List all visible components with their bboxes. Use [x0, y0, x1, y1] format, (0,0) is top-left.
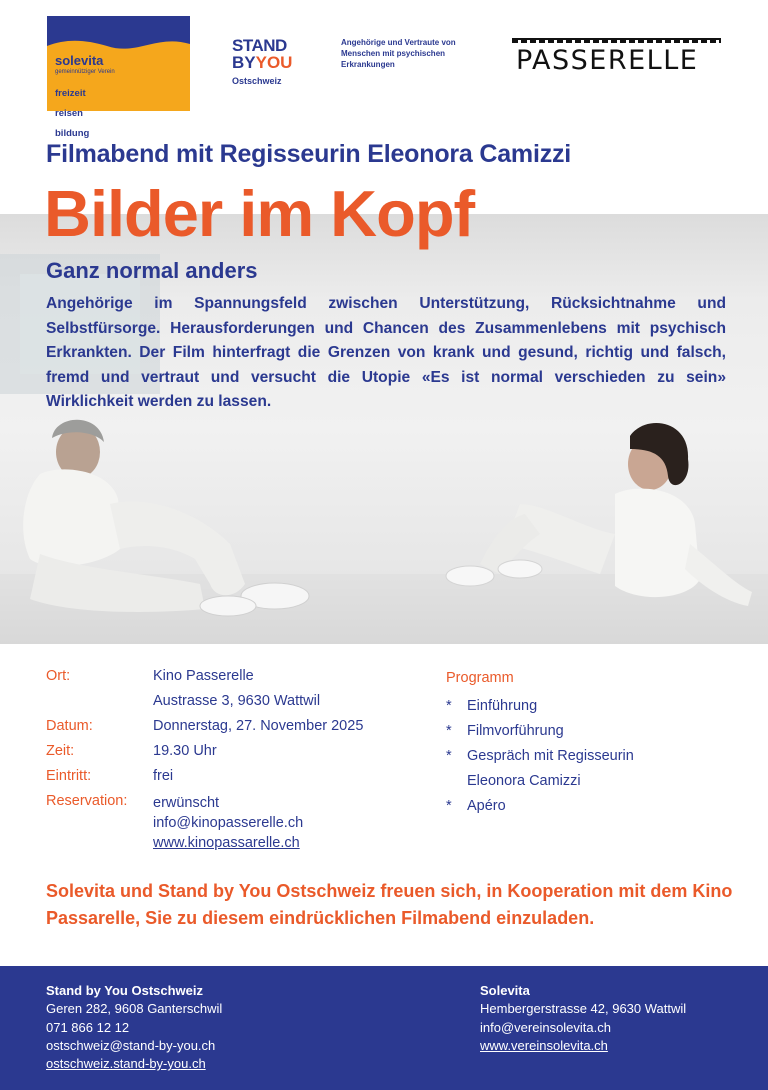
list-item	[446, 744, 706, 794]
solevita-line: bildung	[55, 128, 90, 139]
film-subtitle: Ganz normal anders	[46, 258, 258, 283]
sby-you: YOU	[255, 53, 293, 72]
solevita-logo-name: solevita	[55, 53, 104, 68]
asterisk-icon: *	[446, 698, 452, 714]
passerelle-logo-word: PASSERELLE	[516, 45, 699, 76]
footer-left-title: Stand by You Ostschweiz	[46, 983, 203, 998]
asterisk-icon: *	[446, 748, 452, 764]
footer-stand-by-you	[46, 982, 222, 1073]
footer	[0, 966, 768, 1090]
list-item	[446, 694, 706, 719]
reservation-value: erwünscht	[153, 795, 220, 811]
programm-item: Filmvorführung	[467, 723, 564, 739]
list-item	[446, 719, 706, 744]
datum-value: Donnerstag, 27. November 2025	[153, 718, 364, 734]
footer-solevita	[480, 982, 686, 1055]
footer-left-web-link[interactable]: ostschweiz.stand-by-you.ch	[46, 1056, 206, 1072]
programm-item: Apéro	[467, 798, 506, 814]
programm-item: Gespräch mit Regisseurin Eleonora Camizzi	[467, 748, 634, 789]
info-row-address	[46, 693, 436, 718]
footer-right-address: Hembergerstrasse 42, 9630 Wattwil	[480, 1001, 687, 1017]
footer-left-address: Geren 282, 9608 Ganterschwil	[46, 1001, 223, 1017]
programm-section	[446, 668, 706, 819]
film-description: Angehörige im Spannungsfeld zwischen Unterstützung, Rücksichtnahme und Selbstfürsorge. Herausforderungen und Chancen des Zusammenlebens mit psychisch Erkrankten. Der Film hinterfragt die Grenzen von krank und gesund, richtig und falsch, fremd und vertraut und versucht die Utopie «Es ist normal verschieden zu sein» Wirklichkeit werden zu lassen.	[46, 295, 726, 410]
footer-right-web-link[interactable]: www.vereinsolevita.ch	[480, 1037, 608, 1053]
sby-tagline: Angehörige und Vertraute von Menschen mit psychischen Erkrankungen	[341, 38, 456, 69]
sby-line2	[232, 54, 292, 71]
film-strip-edge	[512, 38, 721, 40]
ort-address: Austrasse 3, 9630 Wattwil	[153, 693, 321, 709]
zeit-label: Zeit:	[46, 743, 75, 759]
event-subtitle: Filmabend mit Regisseurin Eleonora Camizzi	[46, 140, 572, 168]
event-info	[46, 668, 436, 853]
eintritt-label: Eintritt:	[46, 768, 92, 784]
stand-by-you-logo	[232, 37, 292, 86]
eintritt-value: frei	[153, 768, 174, 784]
solevita-logo-lines	[55, 79, 89, 149]
sby-region: Ostschweiz	[232, 76, 282, 86]
ort-label: Ort:	[46, 668, 71, 684]
zeit-value: 19.30 Uhr	[153, 743, 217, 759]
solevita-logo	[47, 16, 190, 139]
programm-list	[446, 694, 706, 819]
sby-by: BY	[232, 53, 256, 72]
info-row-zeit	[46, 743, 436, 768]
passerelle-logo	[512, 38, 721, 78]
footer-right-title: Solevita	[480, 983, 530, 998]
man-figure	[23, 420, 309, 616]
asterisk-icon: *	[446, 798, 452, 814]
info-row-eintritt	[46, 768, 436, 793]
film-title: Bilder im Kopf	[44, 177, 475, 250]
solevita-line: freizeit	[55, 88, 86, 99]
footer-left-phone: 071 866 12 12	[46, 1019, 130, 1035]
invitation-text: Solevita und Stand by You Ostschweiz freuen sich, in Kooperation mit dem Kino Passarelle, Sie zu diesem eindrücklichen Filmabend einzuladen.	[46, 881, 733, 928]
info-row-reservation	[46, 793, 436, 853]
info-row-datum	[46, 718, 436, 743]
solevita-line: reisen	[55, 108, 83, 119]
sby-line1: STAND	[232, 36, 287, 55]
solevita-logo-sub: gemeinnütziger Verein	[55, 69, 115, 75]
ort-name: Kino Passerelle	[153, 668, 254, 684]
reservation-web-link[interactable]: www.kinopassarelle.ch	[153, 835, 300, 851]
solevita-wave-band	[47, 16, 190, 56]
asterisk-icon: *	[446, 723, 452, 739]
programm-item: Einführung	[467, 698, 538, 714]
footer-left-email[interactable]: ostschweiz@stand-by-you.ch	[46, 1037, 216, 1053]
list-item	[446, 794, 706, 819]
footer-right-email[interactable]: info@vereinsolevita.ch	[480, 1019, 611, 1035]
reservation-label: Reservation:	[46, 793, 128, 809]
datum-label: Datum:	[46, 718, 93, 734]
programm-title: Programm	[446, 670, 514, 686]
reservation-email[interactable]: info@kinopasserelle.ch	[153, 815, 304, 831]
info-row-ort	[46, 668, 436, 693]
